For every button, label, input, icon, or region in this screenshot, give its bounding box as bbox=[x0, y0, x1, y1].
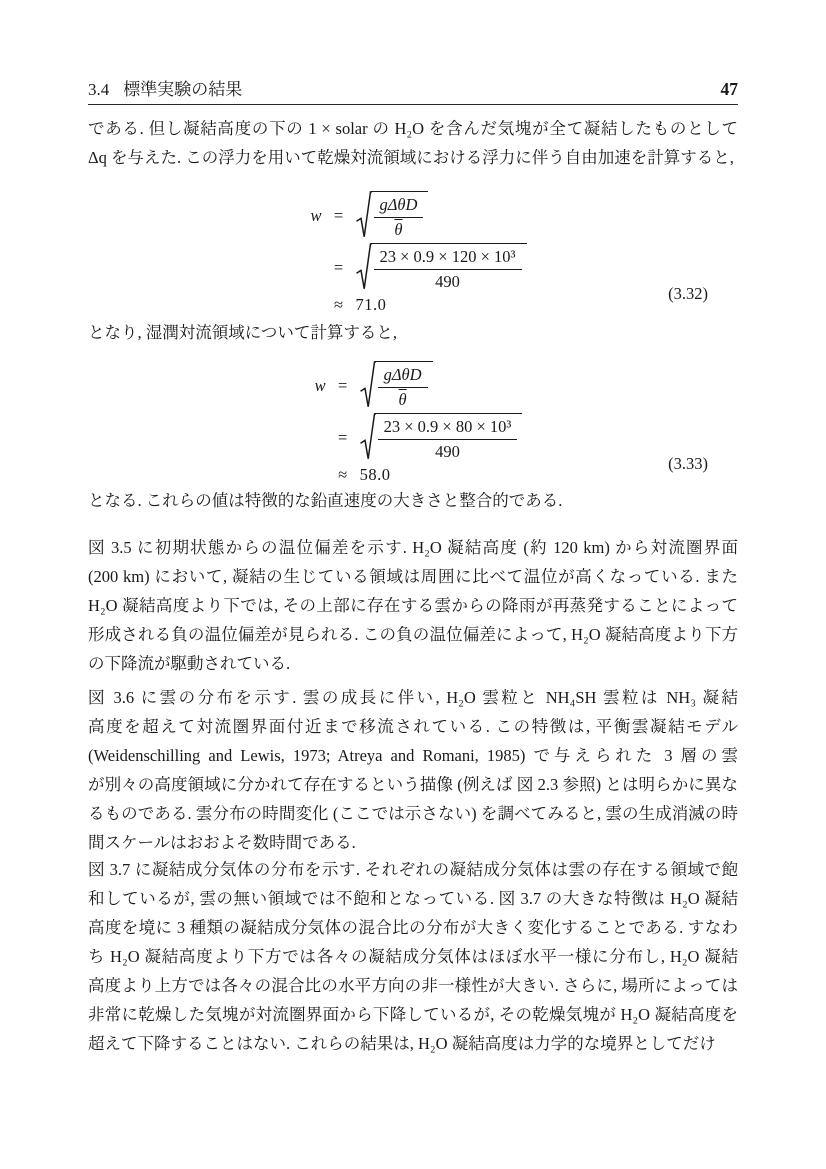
text-line: 図 3.6 に雲の分布を示す. 雲の成長に伴い, H₂O 雲粒と NH₄SH 雲粒は NH₃ 凝結 bbox=[88, 688, 738, 707]
section-number: 3.4 bbox=[88, 80, 110, 99]
fraction bbox=[374, 195, 424, 240]
paragraph-fig3-6 bbox=[88, 683, 738, 857]
fraction-denominator: 490 bbox=[435, 272, 460, 291]
text-line: 図 3.7 に凝結成分気体の分布を示す. それぞれの凝結成分気体は雲の存在する領域で飽 bbox=[88, 860, 738, 879]
text-line: である. 但し凝結高度の下の 1 × solar の H₂O を含んだ気塊が全て凝結したものとして bbox=[88, 119, 738, 138]
square-root bbox=[356, 243, 527, 292]
section-title: 標準実験の結果 bbox=[123, 80, 243, 99]
equation-result: 58.0 bbox=[359, 465, 391, 484]
equation-row bbox=[304, 465, 523, 485]
fraction-denominator: θ bbox=[394, 220, 403, 239]
math-variable-w: w bbox=[310, 205, 322, 225]
fraction-numerator: gΔθD bbox=[378, 365, 428, 388]
equation-number: (3.32) bbox=[668, 284, 708, 303]
equation-row bbox=[304, 413, 523, 462]
fraction-denominator: θ bbox=[398, 390, 407, 409]
text-line: 間スケールはおおよそ数時間である. bbox=[88, 833, 356, 852]
equation-3-33 bbox=[88, 358, 738, 484]
radical-sign-icon bbox=[356, 191, 372, 240]
equation-math bbox=[300, 191, 527, 315]
equation-row bbox=[300, 243, 527, 292]
fraction-numerator: gΔθD bbox=[374, 195, 424, 218]
section-heading bbox=[88, 75, 242, 100]
math-variable-w: w bbox=[314, 375, 326, 395]
square-root bbox=[360, 361, 433, 410]
text-line: が別々の高度領域に分かれて存在するという描像 (例えば 図 2.3 参照) とは明らかに異な bbox=[88, 775, 738, 794]
radicand bbox=[375, 361, 433, 410]
fraction bbox=[374, 247, 522, 292]
paragraph-intro bbox=[88, 114, 738, 172]
text-line: 図 3.5 に初期状態からの温位偏差を示す. H₂O 凝結高度 (約 120 km) から対流圏界面 bbox=[88, 538, 738, 557]
radical-sign-icon bbox=[356, 243, 372, 292]
radicand bbox=[375, 413, 523, 462]
equation-row bbox=[300, 295, 527, 315]
text-line: (Weidenschilling and Lewis, 1973; Atreya and Romani, 1985) で与えられた 3 層の雲 bbox=[88, 746, 738, 765]
text-line: 形成される負の温位偏差が見られる. この負の温位偏差によって, H₂O 凝結高度より下方 bbox=[88, 625, 738, 644]
square-root bbox=[360, 413, 523, 462]
running-header bbox=[88, 74, 738, 105]
equation-row bbox=[304, 361, 523, 410]
radicand bbox=[371, 243, 527, 292]
square-root bbox=[356, 191, 429, 240]
fraction-numerator: 23 × 0.9 × 120 × 10³ bbox=[374, 247, 522, 270]
equation-result: 71.0 bbox=[355, 295, 387, 314]
text-line: の下降流が駆動されている. bbox=[88, 654, 291, 673]
text-line: となり, 湿潤対流領域について計算すると, bbox=[88, 323, 398, 342]
equation-number: (3.33) bbox=[668, 454, 708, 473]
text-line: 和しているが, 雲の無い領域では不飽和となっている. 図 3.7 の大きな特徴は H₂O 凝結 bbox=[88, 889, 738, 908]
text-line: H₂O 凝結高度より下では, その上部に存在する雲からの降雨が再蒸発することによって bbox=[88, 596, 738, 615]
approx-sign: ≈ bbox=[338, 465, 348, 484]
approx-sign: ≈ bbox=[333, 295, 344, 314]
text-line: 超えて下降することはない. これらの結果は, H₂O 凝結高度は力学的な境界としてだけ bbox=[88, 1034, 716, 1053]
equation-3-32 bbox=[88, 188, 738, 314]
text-line: 高度を境に 3 種類の凝結成分気体の混合比の分布が大きく変化することである. すなわ bbox=[88, 918, 738, 937]
radicand bbox=[371, 191, 429, 240]
radical-sign-icon bbox=[360, 361, 376, 410]
text-line: るものである. 雲分布の時間変化 (ここでは示さない) を調べてみると, 雲の生成消滅の時 bbox=[88, 804, 738, 823]
text-line: ち H₂O 凝結高度より下方では各々の凝結成分気体はほぼ水平一様に分布し, H₂O 凝結 bbox=[88, 947, 738, 966]
fraction-numerator: 23 × 0.9 × 80 × 10³ bbox=[378, 417, 518, 440]
fraction bbox=[378, 417, 518, 462]
fraction-denominator: 490 bbox=[435, 442, 460, 461]
equals-sign: = bbox=[337, 427, 348, 447]
page-number: 47 bbox=[720, 79, 738, 99]
equation-row bbox=[300, 191, 527, 240]
equals-sign: = bbox=[333, 205, 344, 225]
text-line: Δq を与えた. この浮力を用いて乾燥対流領域における浮力に伴う自由加速を計算すると, bbox=[88, 148, 734, 167]
fraction bbox=[378, 365, 428, 410]
equation-math bbox=[304, 361, 523, 485]
equals-sign: = bbox=[337, 375, 348, 395]
paragraph-fig3-5 bbox=[88, 533, 738, 678]
paragraph-after-equations bbox=[88, 486, 738, 515]
paragraph-fig3-7 bbox=[88, 855, 738, 1058]
paragraph-between-equations bbox=[88, 318, 738, 347]
text-line: 高度を超えて対流圏界面付近まで移流されている. この特徴は, 平衡雲凝結モデル bbox=[88, 717, 738, 736]
equals-sign: = bbox=[333, 257, 344, 277]
text-line: 高度より上方では各々の混合比の水平方向の非一様性が大きい. さらに, 場所によっては bbox=[88, 976, 738, 995]
text-line: 非常に乾燥した気塊が対流圏界面から下降しているが, その乾燥気塊が H₂O 凝結高度を bbox=[88, 1005, 738, 1024]
radical-sign-icon bbox=[360, 413, 376, 462]
text-line: (200 km) において, 凝結の生じている領域は周囲に比べて温位が高くなっている. また bbox=[88, 567, 738, 586]
text-line: となる. これらの値は特徴的な鉛直速度の大きさと整合的である. bbox=[88, 491, 563, 510]
